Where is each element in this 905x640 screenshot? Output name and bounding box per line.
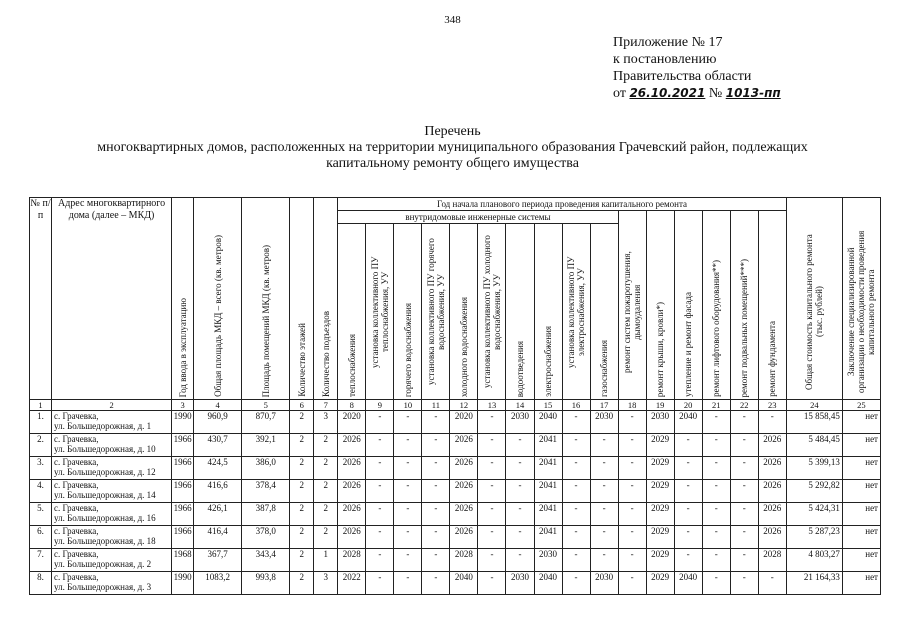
page-number: 348 xyxy=(444,14,461,26)
table-cell: - xyxy=(422,526,450,549)
column-number: 6 xyxy=(290,400,314,411)
table-cell: - xyxy=(702,526,730,549)
table-cell: - xyxy=(394,549,422,572)
appendix-block xyxy=(613,34,781,102)
row-number: 1. xyxy=(30,411,52,434)
table-cell: - xyxy=(562,411,590,434)
table-cell: 2026 xyxy=(338,480,366,503)
table-cell: 5 287,23 xyxy=(786,526,842,549)
header-no: № п/п xyxy=(30,198,52,400)
table-cell: - xyxy=(506,526,534,549)
column-number: 13 xyxy=(478,400,506,411)
table-cell: 1990 xyxy=(172,411,194,434)
header-basement: ремонт подвальных помещений***) xyxy=(730,211,758,400)
address-line-1: с. Грачевка, xyxy=(54,549,99,559)
table-cell: 2 xyxy=(314,480,338,503)
table-cell: 2026 xyxy=(758,503,786,526)
address-line-1: с. Грачевка, xyxy=(54,434,99,444)
table-cell: 2026 xyxy=(450,480,478,503)
appendix-line-3: Правительства области xyxy=(613,69,752,84)
header-heating: теплоснабжения xyxy=(338,224,366,400)
table-cell: - xyxy=(590,526,618,549)
address-line-1: с. Грачевка, xyxy=(54,457,99,467)
table-cell: нет xyxy=(842,480,880,503)
address-line-1: с. Грачевка, xyxy=(54,411,99,421)
table-cell: 2026 xyxy=(450,434,478,457)
table-cell: - xyxy=(506,434,534,457)
title-line-2: многоквартирных домов, расположенных на территории муниципального образования Грачевский район, подлежащих xyxy=(97,140,808,155)
table-cell: 2 xyxy=(290,411,314,434)
table-cell: 2041 xyxy=(534,480,562,503)
table-cell: - xyxy=(758,572,786,595)
address-line-2: ул. Большедорожная, д. 10 xyxy=(54,444,156,454)
table-cell: - xyxy=(618,549,646,572)
column-number: 19 xyxy=(646,400,674,411)
table-cell: 2 xyxy=(314,503,338,526)
table-cell: 2026 xyxy=(338,503,366,526)
appendix-date: 26.10.2021 xyxy=(629,86,706,100)
table-cell: - xyxy=(590,434,618,457)
table-cell: - xyxy=(478,503,506,526)
column-number: 1 xyxy=(30,400,52,411)
table-cell: - xyxy=(618,480,646,503)
table-cell: - xyxy=(422,480,450,503)
header-foundation: ремонт фундамента xyxy=(758,211,786,400)
column-number: 14 xyxy=(506,400,534,411)
table-row xyxy=(30,503,881,526)
table-cell: 2020 xyxy=(450,411,478,434)
table-cell: 2028 xyxy=(758,549,786,572)
table-row xyxy=(30,480,881,503)
table-cell: 2028 xyxy=(338,549,366,572)
table-cell: 2041 xyxy=(534,457,562,480)
table-cell: - xyxy=(394,411,422,434)
table-cell: 5 292,82 xyxy=(786,480,842,503)
table-cell: - xyxy=(422,503,450,526)
table-cell: 1966 xyxy=(172,503,194,526)
row-address xyxy=(52,549,172,572)
table-cell: 1 xyxy=(314,549,338,572)
table-cell: 416,4 xyxy=(194,526,242,549)
table-cell: 2020 xyxy=(338,411,366,434)
table-cell: 426,1 xyxy=(194,503,242,526)
header-electric: электроснабжения xyxy=(534,224,562,400)
table-cell: 2 xyxy=(290,480,314,503)
table-cell: 2026 xyxy=(758,526,786,549)
appendix-date-prefix: от xyxy=(613,86,626,101)
table-cell: - xyxy=(478,526,506,549)
table-cell: 2040 xyxy=(534,411,562,434)
table-cell: 4 803,27 xyxy=(786,549,842,572)
table-cell: нет xyxy=(842,526,880,549)
table-cell: - xyxy=(366,572,394,595)
table-row xyxy=(30,549,881,572)
table-cell: 343,4 xyxy=(242,549,290,572)
address-line-1: с. Грачевка, xyxy=(54,480,99,490)
table-cell: - xyxy=(618,434,646,457)
table-cell: 1966 xyxy=(172,480,194,503)
header-entrances: Количество подъездов xyxy=(314,198,338,400)
table-cell: 21 164,33 xyxy=(786,572,842,595)
table-cell: нет xyxy=(842,503,880,526)
table-cell: 2029 xyxy=(646,480,674,503)
table-cell: нет xyxy=(842,549,880,572)
address-line-2: ул. Большедорожная, д. 2 xyxy=(54,559,152,569)
table-cell: - xyxy=(366,526,394,549)
table-cell: 15 858,45 xyxy=(786,411,842,434)
table-cell: - xyxy=(674,549,702,572)
column-number: 22 xyxy=(730,400,758,411)
table-cell: 2 xyxy=(290,434,314,457)
header-engineering: внутридомовые инженерные системы xyxy=(338,211,618,224)
appendix-line-1: Приложение № 17 xyxy=(613,35,723,50)
table-cell: 378,4 xyxy=(242,480,290,503)
header-fire: ремонт систем пожаротушения, дымоудаления xyxy=(618,211,646,400)
header-elevator: ремонт лифтового оборудования**) xyxy=(702,211,730,400)
table-cell: 424,5 xyxy=(194,457,242,480)
table-cell: - xyxy=(394,572,422,595)
table-cell: - xyxy=(618,411,646,434)
table-cell: - xyxy=(422,572,450,595)
column-number: 11 xyxy=(422,400,450,411)
table-cell: - xyxy=(394,480,422,503)
table-cell: - xyxy=(478,434,506,457)
table-cell: - xyxy=(478,549,506,572)
table-cell: 2030 xyxy=(646,411,674,434)
table-cell: - xyxy=(590,503,618,526)
table-cell: - xyxy=(730,457,758,480)
row-address xyxy=(52,411,172,434)
table-cell: - xyxy=(506,503,534,526)
table-cell: 5 399,13 xyxy=(786,457,842,480)
table-row xyxy=(30,572,881,595)
table-cell: - xyxy=(562,526,590,549)
table-cell: - xyxy=(422,434,450,457)
table-row xyxy=(30,434,881,457)
row-address xyxy=(52,572,172,595)
table-cell: 2026 xyxy=(338,434,366,457)
table-cell: - xyxy=(506,480,534,503)
table-cell: - xyxy=(618,503,646,526)
table-cell: 2029 xyxy=(646,457,674,480)
table-cell: - xyxy=(562,480,590,503)
table-cell: 2040 xyxy=(674,572,702,595)
header-cost: Общая стоимость капитального ремонта (тыс. рублей) xyxy=(786,198,842,400)
table-cell: - xyxy=(562,572,590,595)
table-cell: 2026 xyxy=(758,457,786,480)
table-cell: - xyxy=(618,572,646,595)
table-cell: 1966 xyxy=(172,526,194,549)
column-number: 24 xyxy=(786,400,842,411)
table-cell: - xyxy=(478,457,506,480)
row-number: 4. xyxy=(30,480,52,503)
table-cell: нет xyxy=(842,572,880,595)
table-cell: 2026 xyxy=(758,480,786,503)
table-cell: - xyxy=(702,434,730,457)
table-cell: 1990 xyxy=(172,572,194,595)
address-line-2: ул. Большедорожная, д. 16 xyxy=(54,513,156,523)
table-cell: - xyxy=(618,526,646,549)
table-cell: 2030 xyxy=(506,411,534,434)
column-number: 8 xyxy=(338,400,366,411)
table-cell: - xyxy=(366,549,394,572)
table-cell: - xyxy=(674,526,702,549)
table-cell: - xyxy=(394,526,422,549)
header-year-built: Год ввода в эксплуатацию xyxy=(172,198,194,400)
table-cell: 392,1 xyxy=(242,434,290,457)
table-cell: 2026 xyxy=(450,526,478,549)
row-number: 7. xyxy=(30,549,52,572)
table-cell: - xyxy=(562,457,590,480)
header-gas: газоснабжения xyxy=(590,224,618,400)
table-cell: 2 xyxy=(314,457,338,480)
row-address xyxy=(52,434,172,457)
table-row xyxy=(30,457,881,480)
table-cell: - xyxy=(562,434,590,457)
table-cell: 5 424,31 xyxy=(786,503,842,526)
column-number: 15 xyxy=(534,400,562,411)
column-number: 5 xyxy=(242,400,290,411)
buildings-table xyxy=(29,197,881,595)
column-number: 16 xyxy=(562,400,590,411)
appendix-number-prefix: № xyxy=(708,86,723,101)
row-address xyxy=(52,457,172,480)
table-cell: - xyxy=(730,526,758,549)
column-number-row xyxy=(30,400,881,411)
document-title xyxy=(0,124,905,172)
table-cell: 367,7 xyxy=(194,549,242,572)
row-number: 2. xyxy=(30,434,52,457)
table-cell: 1966 xyxy=(172,457,194,480)
table-cell: 2 xyxy=(314,434,338,457)
header-floors: Количество этажей xyxy=(290,198,314,400)
table-cell: - xyxy=(702,480,730,503)
column-number: 18 xyxy=(618,400,646,411)
table-cell: - xyxy=(590,549,618,572)
table-cell: - xyxy=(730,411,758,434)
table-cell: 378,0 xyxy=(242,526,290,549)
column-number: 20 xyxy=(674,400,702,411)
table-cell: - xyxy=(562,549,590,572)
table-cell: 2030 xyxy=(534,549,562,572)
row-number: 8. xyxy=(30,572,52,595)
table-cell: - xyxy=(702,549,730,572)
table-cell: 2028 xyxy=(450,549,478,572)
table-cell: 2 xyxy=(290,572,314,595)
appendix-line-4 xyxy=(613,85,781,102)
table-cell: 2026 xyxy=(338,457,366,480)
table-cell: 1083,2 xyxy=(194,572,242,595)
table-cell: 2041 xyxy=(534,503,562,526)
table-cell: 2022 xyxy=(338,572,366,595)
table-cell: - xyxy=(730,549,758,572)
table-cell: 960,9 xyxy=(194,411,242,434)
title-line-3: капитальному ремонту общего имущества xyxy=(326,156,579,171)
header-period: Год начала планового периода проведения капитального ремонта xyxy=(338,198,787,211)
table-cell: 2029 xyxy=(646,503,674,526)
address-line-1: с. Грачевка, xyxy=(54,572,99,582)
address-line-2: ул. Большедорожная, д. 1 xyxy=(54,421,152,431)
table-cell: - xyxy=(366,457,394,480)
header-sewer: водоотведения xyxy=(506,224,534,400)
table-cell: 870,7 xyxy=(242,411,290,434)
header-cold-water: холодного водоснабжения xyxy=(450,224,478,400)
table-cell: - xyxy=(422,411,450,434)
table-cell: - xyxy=(422,457,450,480)
table-cell: - xyxy=(366,503,394,526)
table-cell: 416,6 xyxy=(194,480,242,503)
column-number: 25 xyxy=(842,400,880,411)
table-cell: - xyxy=(506,549,534,572)
table-cell: - xyxy=(478,572,506,595)
address-line-2: ул. Большедорожная, д. 3 xyxy=(54,582,152,592)
column-number: 12 xyxy=(450,400,478,411)
table-cell: - xyxy=(590,457,618,480)
table-cell: - xyxy=(674,457,702,480)
table-cell: 2026 xyxy=(338,526,366,549)
table-cell: 2029 xyxy=(646,572,674,595)
table-cell: 2 xyxy=(290,457,314,480)
row-address xyxy=(52,480,172,503)
table-cell: 2029 xyxy=(646,526,674,549)
row-number: 5. xyxy=(30,503,52,526)
column-number: 7 xyxy=(314,400,338,411)
table-cell: 1968 xyxy=(172,549,194,572)
column-number: 23 xyxy=(758,400,786,411)
table-cell: 2 xyxy=(290,549,314,572)
table-cell: - xyxy=(702,411,730,434)
table-cell: 2029 xyxy=(646,434,674,457)
table-cell: 2041 xyxy=(534,434,562,457)
table-cell: 1966 xyxy=(172,434,194,457)
table-cell: 5 484,45 xyxy=(786,434,842,457)
table-cell: - xyxy=(674,503,702,526)
table-cell: - xyxy=(730,434,758,457)
table-cell: - xyxy=(702,503,730,526)
table-cell: 2030 xyxy=(506,572,534,595)
table-cell: 2 xyxy=(314,526,338,549)
table-cell: - xyxy=(702,457,730,480)
table-cell: 2026 xyxy=(450,457,478,480)
address-line-1: с. Грачевка, xyxy=(54,526,99,536)
appendix-number: 1013-пп xyxy=(725,86,781,100)
table-cell: - xyxy=(366,434,394,457)
header-heating-meter: установка коллективного ПУ теплоснабжения, УУ xyxy=(366,224,394,400)
row-number: 3. xyxy=(30,457,52,480)
address-line-1: с. Грачевка, xyxy=(54,503,99,513)
address-line-2: ул. Большедорожная, д. 12 xyxy=(54,467,156,477)
table-cell: 2030 xyxy=(590,411,618,434)
table-cell: 2 xyxy=(290,526,314,549)
header-facade: утепление и ремонт фасада xyxy=(674,211,702,400)
column-number: 10 xyxy=(394,400,422,411)
table-cell: 3 xyxy=(314,411,338,434)
table-cell: - xyxy=(366,480,394,503)
table-cell: - xyxy=(366,411,394,434)
table-cell: - xyxy=(478,411,506,434)
table-cell: - xyxy=(394,503,422,526)
column-number: 3 xyxy=(172,400,194,411)
header-premises-area: Площадь помещений МКД (кв. метров) xyxy=(242,198,290,400)
table-cell: 2041 xyxy=(534,526,562,549)
table-cell: - xyxy=(394,457,422,480)
title-line-1: Перечень xyxy=(424,124,481,139)
row-address xyxy=(52,503,172,526)
header-hot-water-meter: установка коллективного ПУ горячего водоснабжения, УУ xyxy=(422,224,450,400)
column-number: 2 xyxy=(52,400,172,411)
table-row xyxy=(30,411,881,434)
address-line-2: ул. Большедорожная, д. 18 xyxy=(54,536,156,546)
table-cell: - xyxy=(618,457,646,480)
appendix-line-2: к постановлению xyxy=(613,52,717,67)
header-conclusion: Заключение специализированной организации о необходимости проведения капитального ремонта xyxy=(842,198,880,400)
header-electric-meter: установка коллективного ПУ электроснабжения, УУ xyxy=(562,224,590,400)
table-cell: нет xyxy=(842,434,880,457)
address-line-2: ул. Большедорожная, д. 14 xyxy=(54,490,156,500)
table-cell: - xyxy=(730,480,758,503)
table-cell: - xyxy=(758,411,786,434)
table-cell: 2030 xyxy=(590,572,618,595)
table-cell: - xyxy=(730,503,758,526)
header-roof: ремонт крыши, кровли*) xyxy=(646,211,674,400)
table-cell: - xyxy=(394,434,422,457)
table-cell: - xyxy=(674,480,702,503)
table-row xyxy=(30,526,881,549)
table-cell: 3 xyxy=(314,572,338,595)
row-number: 6. xyxy=(30,526,52,549)
table-cell: - xyxy=(590,480,618,503)
table-cell: 2040 xyxy=(674,411,702,434)
table-cell: 387,8 xyxy=(242,503,290,526)
header-hot-water: горячего водоснабжения xyxy=(394,224,422,400)
table-cell: - xyxy=(702,572,730,595)
table-cell: - xyxy=(674,434,702,457)
column-number: 9 xyxy=(366,400,394,411)
column-number: 21 xyxy=(702,400,730,411)
table-cell: нет xyxy=(842,457,880,480)
header-total-area: Общая площадь МКД – всего (кв. метров) xyxy=(194,198,242,400)
table-cell: - xyxy=(506,457,534,480)
table-body xyxy=(30,400,881,595)
table-cell: 2 xyxy=(290,503,314,526)
table-cell: нет xyxy=(842,411,880,434)
column-number: 4 xyxy=(194,400,242,411)
table-cell: 386,0 xyxy=(242,457,290,480)
table-cell: 2026 xyxy=(450,503,478,526)
table-cell: - xyxy=(730,572,758,595)
header-cold-water-meter: установка коллективного ПУ холодного водоснабжения, УУ xyxy=(478,224,506,400)
table-cell: - xyxy=(422,549,450,572)
table-cell: 2029 xyxy=(646,549,674,572)
table-cell: - xyxy=(562,503,590,526)
header-address: Адрес многоквартирного дома (далее – МКД) xyxy=(52,198,172,400)
table-cell: 993,8 xyxy=(242,572,290,595)
column-number: 17 xyxy=(590,400,618,411)
row-address xyxy=(52,526,172,549)
table-cell: 2040 xyxy=(534,572,562,595)
table-cell: 2040 xyxy=(450,572,478,595)
table-cell: 2026 xyxy=(758,434,786,457)
table-cell: 430,7 xyxy=(194,434,242,457)
table-cell: - xyxy=(478,480,506,503)
